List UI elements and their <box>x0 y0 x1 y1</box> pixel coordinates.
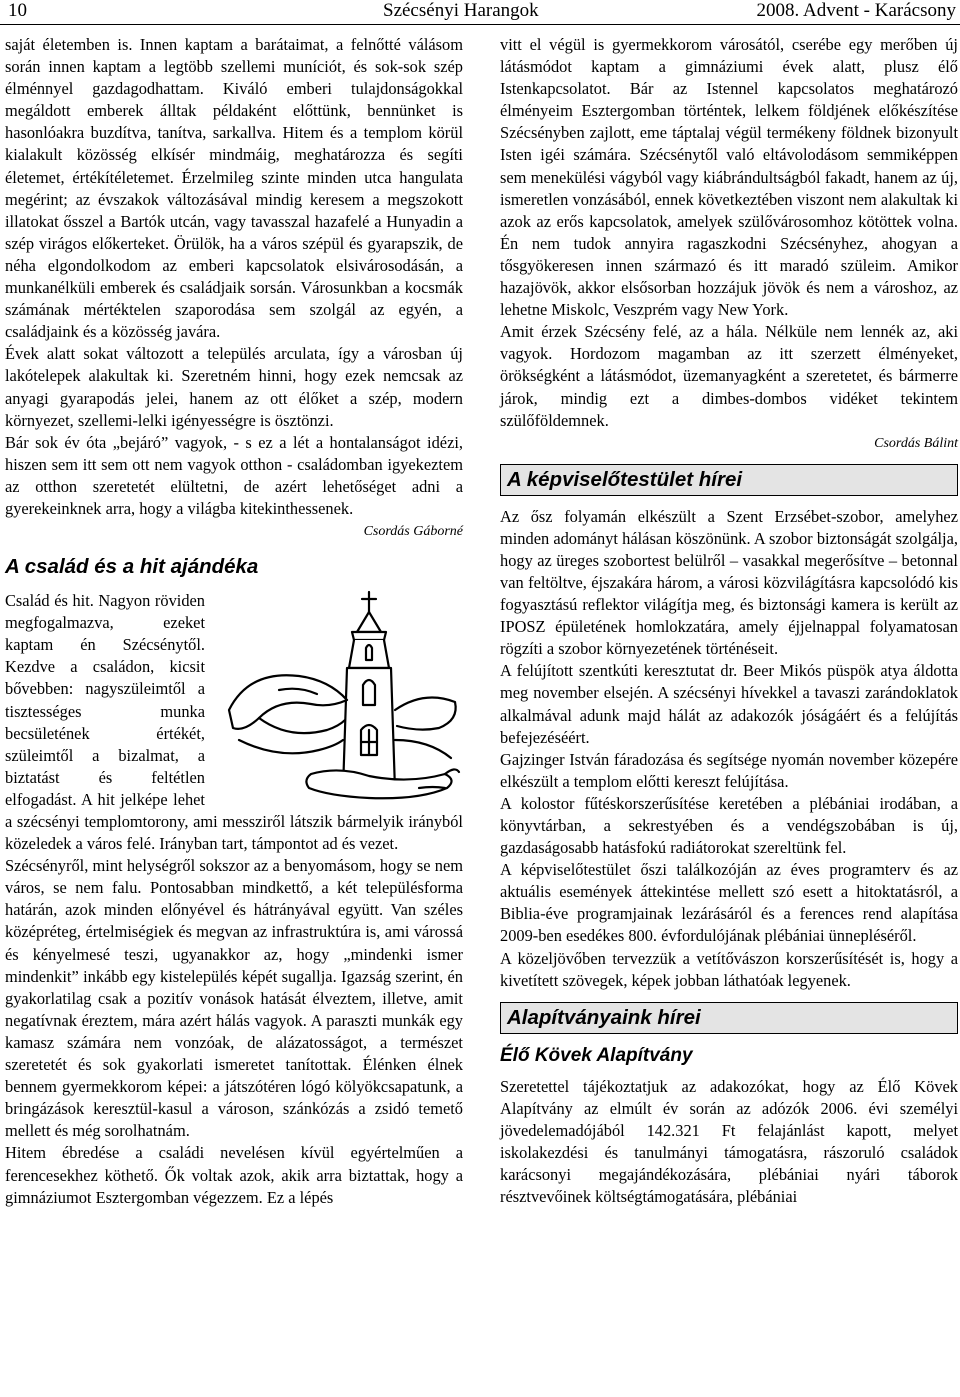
article-paragraph: Évek alatt sokat változott a település arculata, így a városban új lakótelepek alakultak ki. Szeretném hinni, hogy ezek nemcsak az anyagi gyarapodás jelei, hanem az ott élőket a szép, modern környezet, szellemi-lelki igényességre is ösztönzi. <box>5 344 463 430</box>
article-paragraph: vitt el végül is gyermekkorom városától, cserébe egy merőben új látásmódot kaptam a gimnáziumi évek alatt, plusz élő Istenkapcsolatot. Bár az Istennel kapcsolatos meghatározó élményeim Esztergomban történtek, lelkem földjének előkészítése Szécsényben zajlott, eme táptalaj végül termékeny földnek bizonyult Isten igéi számára. Szécsénytől való eltávolodásom semmiképpen sem menekülési vágyból vagy kiábrándultságból fakadt, hanem az új, ismeretlen vonzásából, ennek következtében viszont nem alakultak ki azok az erős kapcsolatok, amelyek szülővárosomhoz kötöttek volna. Én nem tudok annyira ragaszkodni Szécsényhez, ahogyan a tősgyökeresen innen származó és itt maradó szüleim. Amikor hazajövök, akkor elsősorban hozzájuk jövök és nem a városhoz, az lehetne Miskolc, Veszprém vagy New York. <box>500 35 958 320</box>
section-title-foundation-news: Alapítványaink hírei <box>500 1002 958 1034</box>
news-paragraph: Gajzinger István fáradozása és segítsége nyomán november közepére elkészült a templom előtti kereszt felújítása. <box>500 749 958 791</box>
page-header <box>0 0 960 25</box>
news-paragraph: A közeljövőben tervezzük a vetítővászon korszerűsítését is, hogy a kivetített szövegek, képek jobban láthatóak legyenek. <box>500 948 958 990</box>
left-column <box>5 34 463 1209</box>
news-paragraph: A képviselőtestület őszi találkozóján az éves programterv és az aktuális események áttekintése mellett szó esett a hitoktatásról, a Biblia-éve programjainak lezárásáról és a ferences rend alapítása 2009-ben esedékes 800. évfordulójának plébániai ünnepléséről. <box>500 860 958 946</box>
section-title-family-faith: A család és a hit ajándéka <box>5 555 259 579</box>
article-paragraph: Család és hit. Nagyon röviden megfogalmazva, ezeket kaptam én Szécsénytől. Kezdve a családon, kicsit bővebben: nagyszüleimtől a tisztességes munka becsületének értékét, szüleimtől a bizalmat, a biztatást és feltétlen elfogadást. A hit jelképe lehet a szécsényi templomtorony, ami messziről látszik bármelyik irányból közeledek a város felé. Irányban tart, támpontot ad és vezet. <box>5 591 463 854</box>
author-signature: Csordás Bálint <box>874 435 958 451</box>
church-tower-hands-icon <box>219 590 463 804</box>
news-paragraph: A felújított szentkúti keresztutat dr. Beer Mikós püspök atya áldotta meg november elsején. A szécsényi hívekkel a tavaszi zarándoklatok alkalmával adunk majd hálát az adakozók jóságáért és a felújítás befejezéséért. <box>500 661 958 747</box>
news-paragraph: A kolostor fűtéskorszerűsítése keretében a plébániai irodában, a könyvtárban, a sekrestyében és a vendégszobában is új, gazdaságosabb hatásfokú radiátorokat szereltünk fel. <box>500 793 958 858</box>
news-paragraph: Az ősz folyamán elkészült a Szent Erzsébet-szobor, amelyhez minden adományt hálásan köszönünk. A szobor biztonságát szolgálja, hogy az üreges szobortest belülről – vasakkal megerősítve – betonnal van feltöltve, éjszakára három, a városi közvilágításra kapcsolódó kis fogyasztású reflektor világítja meg, és biztonsági kamera is került az IPOSZ épületének homlokzatára, amely éjjelnappal folyamatosan rögzíti a szobor környezetének történéseit. <box>500 506 958 659</box>
subsection-title-foundation: Élő Kövek Alapítvány <box>500 1044 693 1066</box>
article-paragraph: saját életemben is. Innen kaptam a barátaimat, a felnőtté válásom során innen kaptam a legtöbb szellemi muníciót, és sok-sok szép élménnyel gazdagodhattam. Kiváló emberi tulajdonságokkal megáldott emberek álltak példaként előttünk, bennünket is hasonlóakra buzdítva, tanítva, sarkallva. Hitem és a templom körül kialakult közösség elkísér mindmáig, meghatározza és segíti életemet, értékítéletemet. Érzelmileg szinte minden utca hangulata megérint; az évszakok változásával mindig keresem a megszokott illatokat ősszel a Bartók utcán, vagy tavasszal hazafelé a Hunyadin a szép virágos előkerteket. Örülök, ha a város szépül és gyarapszik, de néha elgondolkodom az emberi kapcsolatok elsivárosodásán, a munkanélküli emberek és családjaik sorsán. Városunkban a kocsmák számának mértéktelen szaporodása sem szolgál az egyén, a családjaink és a közösség javára. <box>5 35 463 342</box>
article-paragraph: Hitem ébredése a családi nevelésen kívül egyértelműen a ferencesekhez köthető. Ők voltak azok, akik arra biztattak, hogy a gimnáziumot Esztergomban végezzem. Ez a lépés <box>5 1143 463 1207</box>
publication-title: Szécsényi Harangok <box>383 0 539 21</box>
article-paragraph: Szécsényről, mint helységről sokszor az a benyomásom, hogy se nem város, se nem falu. Pontosabban mindkettő, a két településforma határán, azok minden előnyével és hátrányával együtt. Van széles középréteg, értelmiségiek és megvan az infrastruktúra is, ami várossá és kényelmesé teszi, ugyanakkor az, hogy „mindenki ismer mindenkit” inkább egy kistelepülés képét sugallja. Igazság szerint, én gyakorlatilag csak a pozitív vonások hatását élveztem, illetve, amit negatívnak éreztem, mára azért hálás vagyok. A paraszti munkák egy kamasz számára nem vonzóak, de alázatosságot, a természet szeretetét és sok gyakorlati ismeretet tanítottak. Élénken élnek bennem gyermekkorom képei: a játszótéren lógó kölyökcsapatunk, a bringázások keresztül-kasul a városon, szánkózás a zsidó temető mellett és még sorolhatnám. <box>5 856 463 1141</box>
article-paragraph: Amit érzek Szécsény felé, az a hála. Nélküle nem lennék az, aki vagyok. Hordozom magamban az itt szerzett élményeket, örökségként a látásmódot, üzemanyagként a szeretetet, és bármerre járok, mindig ezt a dimbes-dombos vidéket tekintem szülőföldemnek. <box>500 322 958 430</box>
page-number: 10 <box>8 0 27 21</box>
article-paragraph: Bár sok év óta „bejáró” vagyok, - s ez a lét a hontalanságot idézi, hiszen sem itt sem ott nem vagyok otthon - családomban igyekeztem az otthon szeretetét elültetni, de azért lehetőséget adni a gyerekeinknek arra, hogy a világba kitekinthessenek. <box>5 432 463 518</box>
author-signature: Csordás Gáborné <box>363 524 463 540</box>
foundation-paragraph: Szeretettel tájékoztatjuk az adakozókat, hogy az Élő Kövek Alapítvány az elmúlt év során az adózók 2006. évi személyi jövedelemadójából 142.321 Ft felajánlást kapott, melyet iskolakezdési és tanulmányi támogatásra, rászoruló családok karácsonyi megajándékozására, plébániai nyári táborok résztvevőinek költségtámogatására, plébániai <box>500 1076 958 1207</box>
issue-label: 2008. Advent - Karácsony <box>756 0 956 21</box>
church-tower-illustration <box>219 590 463 804</box>
right-column <box>500 34 958 1208</box>
section-title-council-news: A képviselőtestület hírei <box>500 464 958 496</box>
